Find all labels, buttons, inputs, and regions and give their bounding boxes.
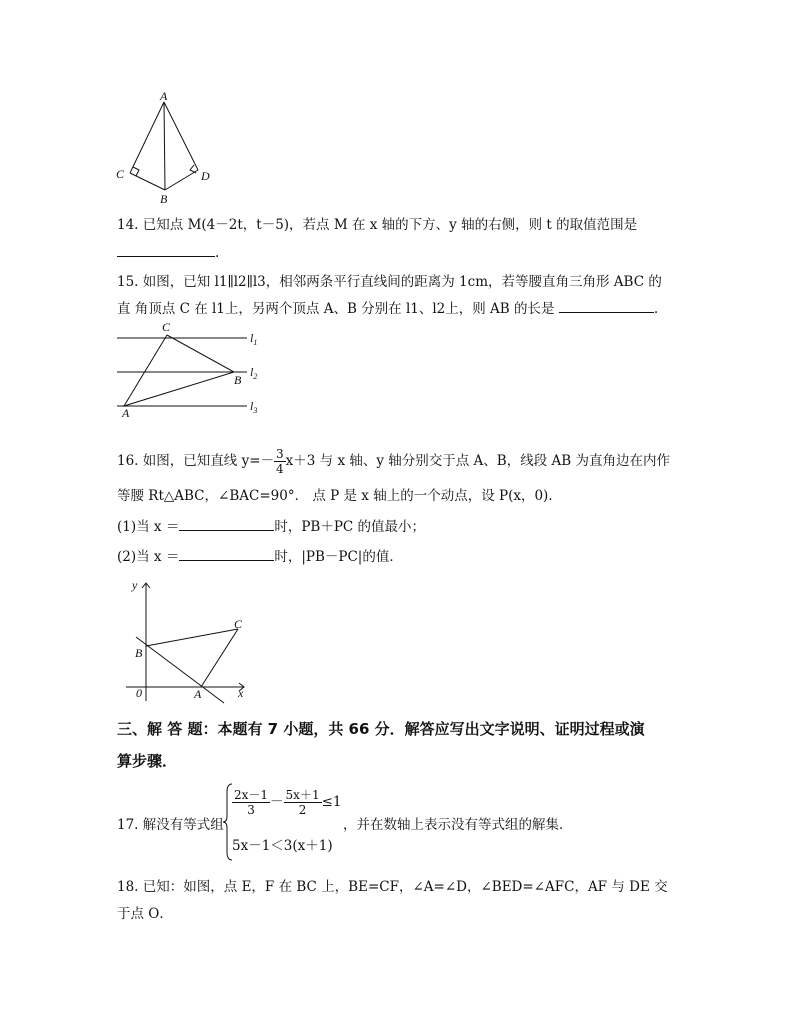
point-label-a: A <box>122 406 130 420</box>
point-label-a: A <box>160 90 168 103</box>
question-text-line1: 已知：如图，点 E，F 在 BC 上，BE=CF，∠A=∠D，∠BED=∠AFC，AF 与 DE 交 <box>142 879 668 895</box>
question-number: 18. <box>117 879 139 895</box>
question-17 <box>117 815 224 835</box>
point-label-c: C <box>162 320 171 334</box>
coordinate-figure <box>122 575 252 705</box>
answer-blank-1[interactable] <box>179 516 274 531</box>
axis-label-x: x <box>238 686 244 700</box>
question-14-answer-line: . <box>117 242 219 263</box>
inequality-1: $\frac{2x-1}{3}$ － $\frac{5x+1}{2}$ ≤1 <box>234 788 342 817</box>
point-label-c: C <box>116 167 125 181</box>
point-label-b: B <box>135 646 143 660</box>
line-label-l1: $l_1$ <box>250 331 258 347</box>
point-label-c: C <box>234 617 243 631</box>
line-label-l3: $l_3$ <box>250 399 258 415</box>
question-17-tail: ，并在数轴上表示没有等式组的解集． <box>343 817 573 833</box>
answer-blank[interactable] <box>559 298 654 313</box>
answer-blank[interactable] <box>117 242 215 257</box>
question-14 <box>117 215 637 235</box>
point-label-d: D <box>201 169 210 183</box>
question-text-line2: 直 角顶点 C 在 l1上，另两个顶点 A、B 分别在 l1、l2上，则 AB 的长是 <box>117 301 555 317</box>
inequality-2: 5x－1＜3(x＋1) <box>232 838 333 854</box>
answer-blank-2[interactable] <box>179 546 274 561</box>
point-label-b: B <box>160 192 168 206</box>
question-18 <box>117 877 668 897</box>
question-text: 解没有等式组 <box>142 817 224 833</box>
question-number: 15. <box>117 274 139 290</box>
fraction-3-4: $\frac{3}{4}$ <box>276 447 284 476</box>
question-number: 17. <box>117 817 139 833</box>
question-15 <box>117 272 662 292</box>
section-heading-line2: 算步骤． <box>117 752 178 770</box>
question-18-line2: 于点 O． <box>117 906 173 922</box>
parallel-lines-figure <box>112 320 272 420</box>
section-heading: 三、解 答 题：本题有 7 小题，共 66 分．解答应写出文字说明、证明过程或演 <box>117 720 645 738</box>
question-16-line2: 等腰 Rt△ABC，∠BAC=90°． 点 P 是 x 轴上的一个动点，设 P(x，0)． <box>117 488 562 504</box>
origin-label: 0 <box>136 686 142 700</box>
question-text-line1: 如图，已知 l1∥l2∥l3，相邻两条平行直线间的距离为 1cm，若等腰直角三角形 ABC 的 <box>142 274 662 290</box>
question-16: 16. 如图，已知直线 y=－ $\frac{3}{4}$ x＋3 与 x 轴、y 轴分别交于点 A、B，线段 AB 为直角边在内作 <box>117 447 670 476</box>
question-15-line2: 直 角顶点 C 在 l1上，另两个顶点 A、B 分别在 l1、l2上，则 AB 的长是 . <box>117 298 658 319</box>
question-16-part1: (1)当 x ＝ 时，PB＋PC 的值最小； <box>117 516 425 537</box>
point-label-b: B <box>234 373 242 387</box>
question-number: 14. <box>117 217 139 233</box>
kite-figure <box>110 90 220 210</box>
point-label-a: A <box>194 687 202 701</box>
axis-label-y: y <box>132 578 138 592</box>
line-label-l2: $l_2$ <box>250 365 258 381</box>
question-text: 已知点 M(4－2t，t－5)，若点 M 在 x 轴的下方、y 轴的右侧，则 t 的取值范围是 <box>142 217 638 233</box>
question-16-part2: (2)当 x ＝ 时，|PB－PC|的值． <box>117 546 403 567</box>
question-number: 16. <box>117 453 139 469</box>
